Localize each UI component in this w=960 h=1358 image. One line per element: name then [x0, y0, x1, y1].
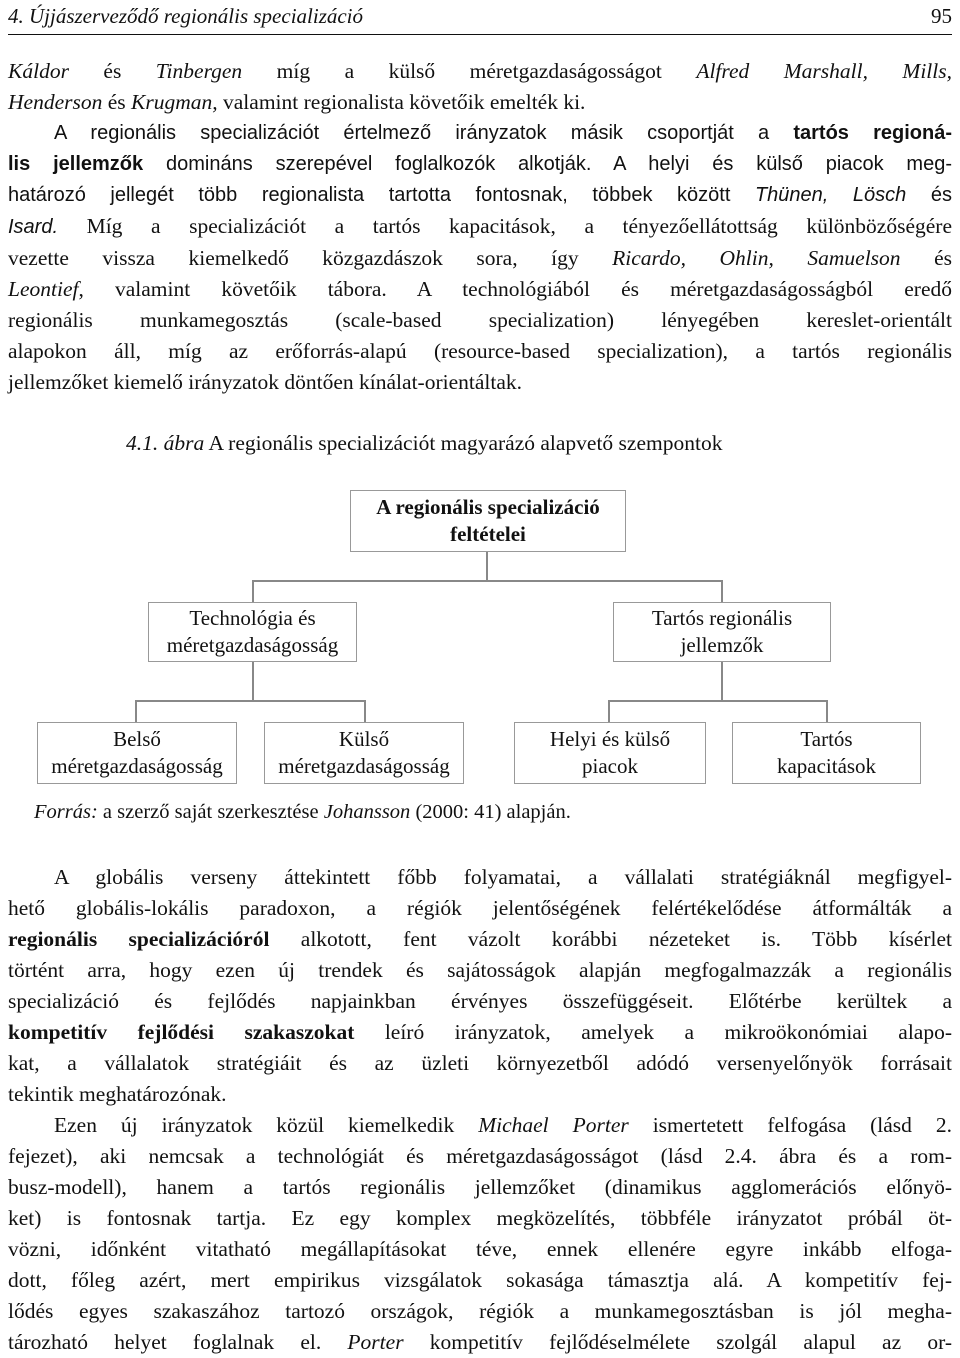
paragraph-1 — [8, 56, 952, 398]
text-line: tározható helyet foglalnak el. Porter kompetitív fejlődéselmélete szolgál alapul az or- — [8, 1330, 952, 1354]
diagram-leaf-markets: Helyi és külső piacok — [514, 722, 706, 784]
text-line: Káldor és Tinbergen míg a külső méretgazdaságosságot Alfred Marshall, Mills, — [8, 59, 952, 83]
diagram-root-node: A regionális specializáció feltételei — [350, 490, 626, 552]
connector-to-left — [252, 580, 254, 602]
text-line: lődés egyes szakaszához tartozó országok, régiók a munkamegosztásban is jól megha- — [8, 1299, 952, 1323]
text-line: hető globális-lokális paradoxon, a régiók jelentőségének felértékelődése átformálták a — [8, 896, 952, 920]
text-line: vözni, időnként vitatható megállapításokat téve, ennek ellenére egyre inkább elfoga- — [8, 1237, 952, 1261]
text-line: regionális specializációról alkotott, fent vázolt korábbi nézeteket is. Több kísérlet — [8, 927, 952, 951]
diagram-node-regional-features: Tartós regionális jellemzők — [613, 602, 831, 662]
connector-left-bar — [135, 700, 365, 702]
text-line: vezette vissza kiemelkedő közgazdászok sora, így Ricardo, Ohlin, Samuelson és — [8, 246, 952, 270]
page-header — [8, 4, 952, 30]
connector-right-down — [721, 662, 723, 700]
text-line: Ezen új irányzatok közül kiemelkedik Michael Porter ismertetett felfogása (lásd 2. — [54, 1113, 953, 1137]
paragraph-3 — [8, 1110, 952, 1358]
connector-to-right — [721, 580, 723, 602]
text-line: dott, főleg azért, mert empirikus vizsgálatok sokasága támasztja alá. A kompetitív fej- — [8, 1268, 952, 1292]
diagram-leaf-internal: Belső méretgazdaságosság — [37, 722, 237, 784]
text-line: kompetitív fejlődési szakaszokat leíró irányzatok, amelyek a mikroökonómiai alapo- — [8, 1020, 952, 1044]
text-line: tekintik meghatározónak. — [8, 1082, 227, 1106]
text-line: ket) is fontosnak tartja. Ez egy komplex megközelítés, többféle irányzatot próbál öt- — [8, 1206, 952, 1230]
connector-level1-bar — [252, 580, 722, 582]
text-line: alapokon áll, míg az erőforrás-alapú (resource-based specialization), a tartós regionális — [8, 339, 952, 363]
text-line: Henderson és Krugman, valamint regionalista követőik emelték ki. — [8, 90, 586, 114]
page-number: 95 — [931, 4, 952, 28]
text-line: A regionális specializációt értelmező irányzatok másik csoportját a tartós regioná- — [54, 122, 952, 144]
connector-to-leaf1 — [135, 700, 137, 722]
connector-left-down — [252, 662, 254, 700]
text-line: történt arra, hogy ezen új trendek és sajátosságok alapján megfogalmazzák a regionális — [8, 958, 952, 982]
connector-right-bar — [608, 700, 827, 702]
connector-to-leaf4 — [826, 700, 828, 722]
text-line: Isard. Míg a specializációt a tartós kapacitások, a tényezőellátottság különbözőségére — [8, 214, 952, 238]
text-line: határozó jellegét több regionalista tartotta fontosnak, többek között Thünen, Lösch és — [8, 184, 952, 206]
figure-caption — [126, 431, 722, 456]
text-line: busz-modell), hanem a tartós regionális jellemzőket (dinamikus agglomerációs előnyö- — [8, 1175, 952, 1199]
header-rule — [8, 34, 952, 35]
text-line: Leontief, valamint követőik tábora. A technológiából és méretgazdaságosságból eredő — [8, 277, 952, 301]
diagram-leaf-external: Külső méretgazdaságosság — [264, 722, 464, 784]
figure-number: 4.1. ábra — [126, 431, 205, 455]
text-line: fejezet), aki nemcsak a technológiát és méretgazdaságosságot (lásd 2.4. ábra és a rom- — [8, 1144, 952, 1168]
text-line: lis jellemzők domináns szerepével foglalkozók alkotják. A helyi és külső piacok meg- — [8, 153, 952, 175]
connector-to-leaf3 — [608, 700, 610, 722]
figure-source: Forrás: a szerző saját szerkesztése Johansson (2000: 41) alapján. — [34, 801, 571, 823]
chapter-title: 4. Újjászerveződő regionális specializáció — [8, 4, 364, 28]
paragraph-2 — [8, 862, 952, 1110]
text-line: kat, a vállalatok stratégiáit és az üzleti környezetből adódó versenyelőnyök forrásait — [8, 1051, 952, 1075]
diagram-node-technology: Technológia és méretgazdaságosság — [148, 602, 357, 662]
diagram-leaf-capacities: Tartós kapacitások — [732, 722, 921, 784]
text-line: jellemzőket kiemelő irányzatok döntően kínálat-orientáltak. — [8, 370, 523, 394]
figure-title: A regionális specializációt magyarázó alapvető szempontok — [204, 431, 723, 455]
text-line: regionális munkamegosztás (scale-based specialization) lényegében kereslet-orientált — [8, 308, 952, 332]
connector-to-leaf2 — [364, 700, 366, 722]
text-line: specializáció és fejlődés napjainkban érvényes összefüggéseit. Előtérbe kerültek a — [8, 989, 952, 1013]
connector-root-down — [486, 552, 488, 580]
text-line: A globális verseny áttekintett főbb folyamatai, a vállalati stratégiáknál megfigyel- — [54, 865, 952, 889]
